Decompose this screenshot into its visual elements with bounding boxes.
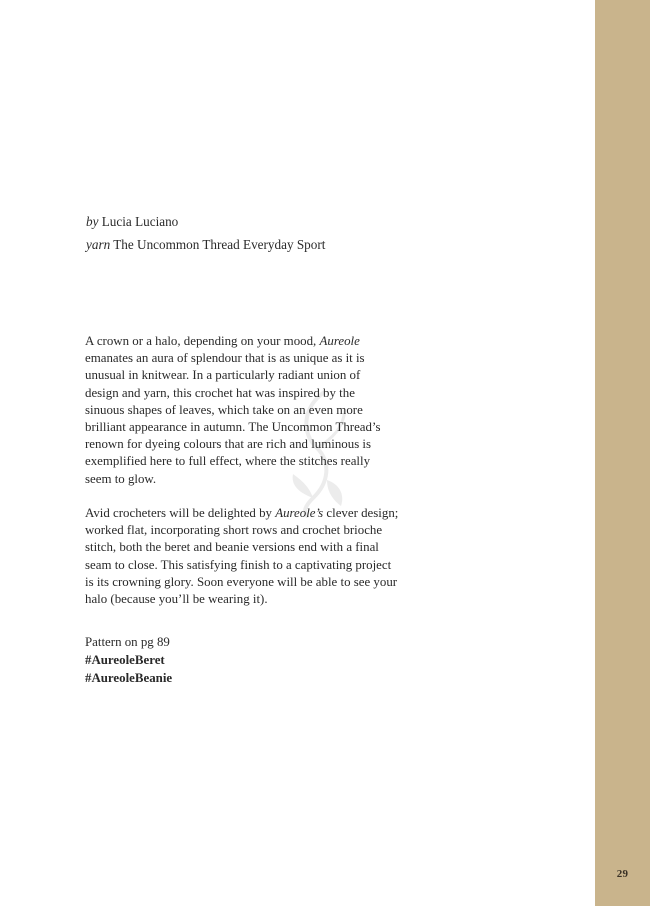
pattern-page-reference: Pattern on pg 89: [85, 635, 170, 649]
page-number: 29: [616, 868, 629, 880]
article-body: [85, 333, 415, 608]
paragraph-intro: [85, 333, 415, 488]
text-line: exemplified here to full effect, where the stitches really: [85, 454, 371, 469]
text-line: unusual in knitwear. In a particularly radiant union of: [85, 368, 361, 383]
pattern-references: [85, 633, 172, 687]
text-line: halo (because you’ll be wearing it).: [85, 592, 268, 607]
hashtag-beret: #AureoleBeret: [85, 653, 165, 667]
yarn-credit: [86, 233, 325, 256]
text-line: brilliant appearance in autumn. The Uncommon Thread’s: [85, 420, 381, 435]
designer-name: Lucia Luciano: [101, 214, 179, 229]
text-line: renown for dyeing colours that are rich and luminous is: [85, 437, 372, 452]
text-line: seem to glow.: [85, 471, 157, 486]
text-line: A crown or a halo, depending on your mood, Aureole: [85, 334, 360, 348]
paragraph-design: [85, 505, 415, 608]
hashtag-beanie: #AureoleBeanie: [85, 671, 173, 685]
yarn-label: yarn: [86, 237, 111, 252]
text-line: Avid crocheters will be delighted by Aureole’s clever design;: [85, 506, 399, 521]
credits-block: [86, 210, 325, 256]
side-color-band: [595, 0, 650, 906]
text-line: seam to close. This satisfying finish to a captivating project: [85, 557, 392, 572]
yarn-name: The Uncommon Thread Everyday Sport: [113, 237, 326, 252]
text-line: is its crowning glory. Soon everyone will be able to see your: [85, 574, 398, 589]
text-line: emanates an aura of splendour that is as unique as it is: [85, 351, 365, 366]
text-line: sinuous shapes of leaves, which take on an even more: [85, 402, 363, 417]
text-line: design and yarn, this crochet hat was inspired by the: [85, 385, 355, 400]
designer-label: by: [86, 214, 99, 229]
text-line: stitch, both the beret and beanie versions end with a final: [85, 540, 379, 555]
designer-credit: [86, 210, 325, 233]
text-line: worked flat, incorporating short rows and crochet brioche: [85, 523, 383, 538]
